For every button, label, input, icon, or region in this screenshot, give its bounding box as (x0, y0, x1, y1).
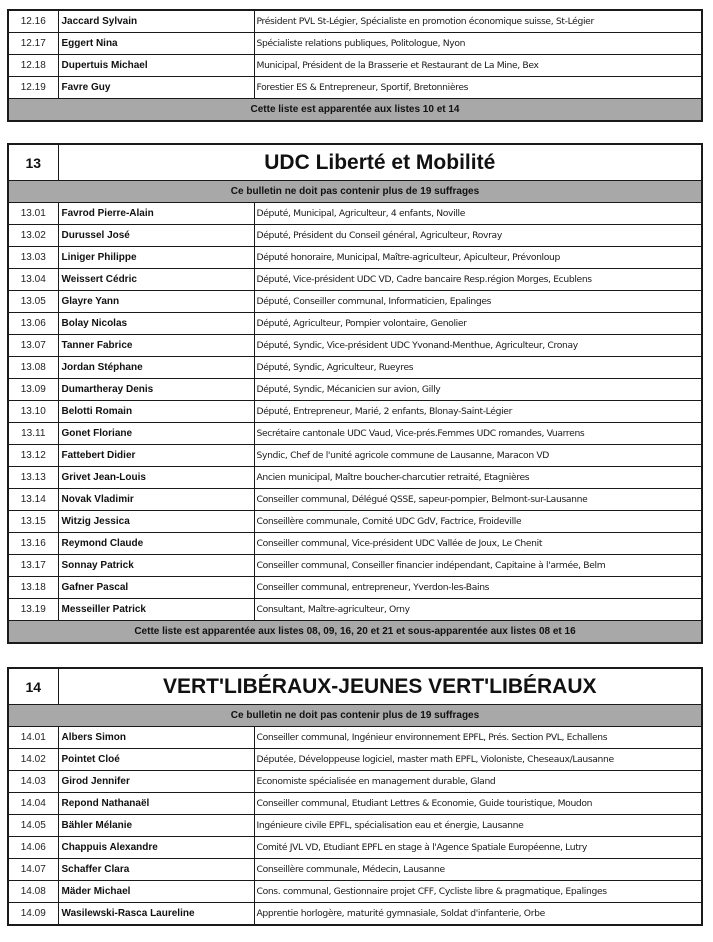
list-footer-row (8, 621, 702, 644)
candidate-number: 13.15 (8, 511, 58, 533)
candidate-number: 14.02 (8, 749, 58, 771)
candidate-name: Pointet Cloé (58, 749, 254, 771)
candidate-description: Députée, Développeuse logiciel, master math EPFL, Violoniste, Cheseaux/Lausanne (254, 749, 702, 771)
candidate-description: Comité JVL VD, Etudiant EPFL en stage à l'Agence Spatiale Européenne, Lutry (254, 837, 702, 859)
candidate-name: Favrod Pierre-Alain (58, 203, 254, 225)
candidate-name: Schaffer Clara (58, 859, 254, 881)
candidate-name: Messeiller Patrick (58, 599, 254, 621)
candidate-number: 12.19 (8, 77, 58, 99)
table-row (8, 793, 702, 815)
list-footer-row (8, 99, 702, 122)
candidate-description: Président PVL St-Légier, Spécialiste en promotion économique suisse, St-Légier (254, 10, 702, 33)
candidate-number: 12.18 (8, 55, 58, 77)
list-14-table (7, 667, 703, 926)
candidate-description: Député, Conseiller communal, Informaticien, Epalinges (254, 291, 702, 313)
candidate-number: 14.08 (8, 881, 58, 903)
candidate-name: Gonet Floriane (58, 423, 254, 445)
table-row (8, 291, 702, 313)
candidate-number: 14.07 (8, 859, 58, 881)
candidate-description: Ingénieure civile EPFL, spécialisation eau et énergie, Lausanne (254, 815, 702, 837)
candidate-number: 13.02 (8, 225, 58, 247)
candidate-number: 14.04 (8, 793, 58, 815)
candidate-name: Novak Vladimir (58, 489, 254, 511)
table-row (8, 771, 702, 793)
list-title: VERT'LIBÉRAUX-JEUNES VERT'LIBÉRAUX (58, 668, 702, 705)
candidate-number: 13.09 (8, 379, 58, 401)
candidate-description: Conseiller communal, Délégué QSSE, sapeur-pompier, Belmont-sur-Lausanne (254, 489, 702, 511)
candidate-name: Eggert Nina (58, 33, 254, 55)
table-row (8, 445, 702, 467)
table-row (8, 225, 702, 247)
candidate-description: Apprentie horlogère, maturité gymnasiale, Soldat d'infanterie, Orbe (254, 903, 702, 926)
candidate-description: Conseiller communal, entrepreneur, Yverdon-les-Bains (254, 577, 702, 599)
candidate-name: Sonnay Patrick (58, 555, 254, 577)
list-title: UDC Liberté et Mobilité (58, 144, 702, 181)
candidate-name: Chappuis Alexandre (58, 837, 254, 859)
list-number: 14 (8, 668, 58, 705)
candidate-name: Gafner Pascal (58, 577, 254, 599)
candidate-description: Député, Syndic, Mécanicien sur avion, Gilly (254, 379, 702, 401)
table-row (8, 247, 702, 269)
candidate-description: Cons. communal, Gestionnaire projet CFF, Cycliste libre & pragmatique, Epalinges (254, 881, 702, 903)
apparentement-note: Cette liste est apparentée aux listes 08, 09, 16, 20 et 21 et sous-apparentée aux listes 08 et 16 (8, 621, 702, 644)
candidate-description: Conseillère communale, Comité UDC GdV, Factrice, Froideville (254, 511, 702, 533)
candidate-description: Forestier ES & Entrepreneur, Sportif, Bretonnières (254, 77, 702, 99)
candidate-number: 13.10 (8, 401, 58, 423)
candidate-name: Liniger Philippe (58, 247, 254, 269)
candidate-name: Durussel José (58, 225, 254, 247)
candidate-number: 14.01 (8, 727, 58, 749)
candidate-number: 13.07 (8, 335, 58, 357)
candidate-description: Consultant, Maître-agriculteur, Orny (254, 599, 702, 621)
table-row (8, 357, 702, 379)
table-row (8, 313, 702, 335)
candidate-description: Ancien municipal, Maître boucher-charcutier retraité, Etagnières (254, 467, 702, 489)
candidate-name: Tanner Fabrice (58, 335, 254, 357)
table-row (8, 489, 702, 511)
candidate-description: Conseiller communal, Ingénieur environnement EPFL, Prés. Section PVL, Echallens (254, 727, 702, 749)
table-row (8, 55, 702, 77)
candidate-name: Glayre Yann (58, 291, 254, 313)
candidate-name: Belotti Romain (58, 401, 254, 423)
candidate-description: Député, Vice-président UDC VD, Cadre bancaire Resp.région Morges, Ecublens (254, 269, 702, 291)
candidate-name: Fattebert Didier (58, 445, 254, 467)
list-notice-row (8, 705, 702, 727)
candidate-number: 13.13 (8, 467, 58, 489)
candidate-number: 13.18 (8, 577, 58, 599)
candidate-number: 13.17 (8, 555, 58, 577)
candidate-name: Weissert Cédric (58, 269, 254, 291)
candidate-name: Dumartheray Denis (58, 379, 254, 401)
candidate-description: Député, Syndic, Agriculteur, Rueyres (254, 357, 702, 379)
list-number: 13 (8, 144, 58, 181)
candidate-name: Bolay Nicolas (58, 313, 254, 335)
candidate-number: 13.01 (8, 203, 58, 225)
candidate-number: 12.17 (8, 33, 58, 55)
candidate-name: Albers Simon (58, 727, 254, 749)
suffrage-notice: Ce bulletin ne doit pas contenir plus de 19 suffrages (8, 705, 702, 727)
table-row (8, 903, 702, 926)
table-row (8, 577, 702, 599)
candidate-description: Spécialiste relations publiques, Politologue, Nyon (254, 33, 702, 55)
candidate-name: Bähler Mélanie (58, 815, 254, 837)
candidate-name: Mäder Michael (58, 881, 254, 903)
suffrage-notice: Ce bulletin ne doit pas contenir plus de 19 suffrages (8, 181, 702, 203)
table-row (8, 881, 702, 903)
candidate-number: 13.04 (8, 269, 58, 291)
candidate-name: Witzig Jessica (58, 511, 254, 533)
table-row (8, 77, 702, 99)
candidate-number: 13.16 (8, 533, 58, 555)
table-row (8, 815, 702, 837)
list-notice-row (8, 181, 702, 203)
candidate-name: Wasilewski-Rasca Laureline (58, 903, 254, 926)
table-row (8, 379, 702, 401)
candidate-description: Député, Agriculteur, Pompier volontaire, Genolier (254, 313, 702, 335)
candidate-description: Syndic, Chef de l'unité agricole commune de Lausanne, Maracon VD (254, 445, 702, 467)
table-row (8, 727, 702, 749)
candidate-number: 13.12 (8, 445, 58, 467)
candidate-description: Conseillère communale, Médecin, Lausanne (254, 859, 702, 881)
candidate-number: 14.09 (8, 903, 58, 926)
candidate-description: Secrétaire cantonale UDC Vaud, Vice-prés.Femmes UDC romandes, Vuarrens (254, 423, 702, 445)
candidate-description: Député, Entrepreneur, Marié, 2 enfants, Blonay-Saint-Légier (254, 401, 702, 423)
candidate-name: Dupertuis Michael (58, 55, 254, 77)
table-row (8, 33, 702, 55)
table-row (8, 401, 702, 423)
candidate-description: Conseiller communal, Etudiant Lettres & Economie, Guide touristique, Moudon (254, 793, 702, 815)
list-12-table (7, 9, 703, 122)
table-row (8, 423, 702, 445)
table-row (8, 555, 702, 577)
candidate-number: 14.05 (8, 815, 58, 837)
candidate-number: 14.03 (8, 771, 58, 793)
list-header-row (8, 668, 702, 705)
candidate-description: Conseiller communal, Vice-président UDC Vallée de Joux, Le Chenit (254, 533, 702, 555)
list-header-row (8, 144, 702, 181)
candidate-number: 13.03 (8, 247, 58, 269)
candidate-description: Député, Syndic, Vice-président UDC Yvonand-Menthue, Agriculteur, Cronay (254, 335, 702, 357)
candidate-number: 13.06 (8, 313, 58, 335)
candidate-number: 12.16 (8, 10, 58, 33)
candidate-description: Député, Municipal, Agriculteur, 4 enfants, Noville (254, 203, 702, 225)
table-row (8, 10, 702, 33)
candidate-description: Conseiller communal, Conseiller financier indépendant, Capitaine à l'armée, Belm (254, 555, 702, 577)
table-row (8, 749, 702, 771)
table-row (8, 511, 702, 533)
table-row (8, 599, 702, 621)
candidate-number: 13.14 (8, 489, 58, 511)
list-13-table (7, 143, 703, 644)
candidate-number: 13.19 (8, 599, 58, 621)
candidate-name: Repond Nathanaël (58, 793, 254, 815)
candidate-name: Jordan Stéphane (58, 357, 254, 379)
candidate-name: Jaccard Sylvain (58, 10, 254, 33)
table-row (8, 269, 702, 291)
candidate-number: 14.06 (8, 837, 58, 859)
table-row (8, 837, 702, 859)
table-row (8, 203, 702, 225)
table-row (8, 533, 702, 555)
candidate-description: Député, Président du Conseil général, Agriculteur, Rovray (254, 225, 702, 247)
table-row (8, 467, 702, 489)
candidate-name: Favre Guy (58, 77, 254, 99)
candidate-name: Girod Jennifer (58, 771, 254, 793)
candidate-number: 13.08 (8, 357, 58, 379)
candidate-description: Economiste spécialisée en management durable, Gland (254, 771, 702, 793)
candidate-name: Reymond Claude (58, 533, 254, 555)
candidate-description: Député honoraire, Municipal, Maître-agriculteur, Apiculteur, Prévonloup (254, 247, 702, 269)
candidate-number: 13.05 (8, 291, 58, 313)
table-row (8, 335, 702, 357)
table-row (8, 859, 702, 881)
candidate-name: Grivet Jean-Louis (58, 467, 254, 489)
apparentement-note: Cette liste est apparentée aux listes 10 et 14 (8, 99, 702, 122)
candidate-description: Municipal, Président de la Brasserie et Restaurant de La Mine, Bex (254, 55, 702, 77)
candidate-number: 13.11 (8, 423, 58, 445)
